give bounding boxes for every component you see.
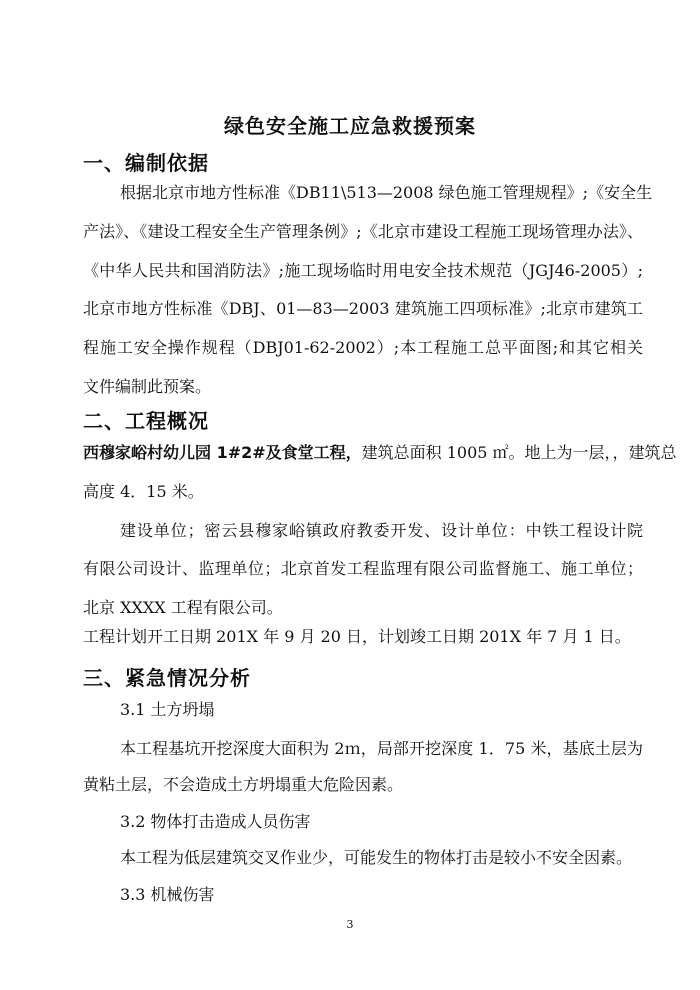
paragraph-line: 《中华人民共和国消防法》;施工现场临时用电安全技术规范（JGJ46-2005）; — [83, 261, 643, 280]
subsection-title: 3.2 物体打击造成人员伤害 — [120, 812, 311, 831]
paragraph-line: 根据北京市地方性标准《DB11\513—2008 绿色施工管理规程》;《安全生 — [120, 183, 653, 202]
page-number: 3 — [346, 918, 354, 931]
paragraph-line: 文件编制此预案。 — [83, 377, 212, 396]
section-heading-emergency: 三、紧急情况分析 — [83, 666, 251, 690]
paragraph-line: 北京市地方性标准《DBJ、01—83—2003 建筑施工四项标准》;北京市建筑工 — [83, 299, 643, 318]
paragraph-line: 建设单位；密云县穆家峪镇政府教委开发、设计单位：中铁工程设计院 — [120, 521, 643, 540]
project-name: 西穆家峪村幼儿园 1#2#及食堂工程， — [83, 443, 362, 462]
paragraph-line: 高度 4．15 米。 — [83, 482, 204, 501]
paragraph-line: 本工程基坑开挖深度大面积为 2ｍ，局部开挖深度 1．75 米，基底土层为 — [120, 739, 643, 758]
paragraph-line: 产法》、《建设工程安全生产管理条例》;《北京市建设工程施工现场管理办法》、 — [83, 222, 643, 241]
subsection-title: 3.3 机械伤害 — [120, 885, 215, 904]
paragraph-line: 程施工安全操作规程（DBJ01-62-2002）;本工程施工总平面图;和其它相关 — [83, 338, 643, 357]
section-heading-overview: 二、工程概况 — [83, 409, 209, 433]
subsection-title: 3.1 土方坍塌 — [120, 700, 215, 719]
paragraph-line: 有限公司设计、监理单位；北京首发工程监理有限公司监督施工、施工单位； — [83, 559, 643, 578]
document-title: 绿色安全施工应急救援预案 — [224, 114, 476, 138]
section-heading-basis: 一、编制依据 — [83, 151, 209, 175]
schedule-line: 工程计划开工日期 201X 年 9 月 20 日，计划竣工日期 201X 年 7 月 1 日。 — [83, 627, 631, 646]
paragraph-line: 北京 XXXX 工程有限公司。 — [83, 598, 283, 617]
paragraph-line — [83, 443, 677, 463]
paragraph-line: 黄粘土层，不会造成土方坍塌重大危险因素。 — [83, 775, 404, 794]
paragraph-line: 本工程为低层建筑交叉作业少，可能发生的物体打击是较小不安全因素。 — [120, 848, 633, 867]
project-area-text: 建筑总面积 1005 ㎡。地上为一层，，建筑总 — [361, 443, 677, 462]
